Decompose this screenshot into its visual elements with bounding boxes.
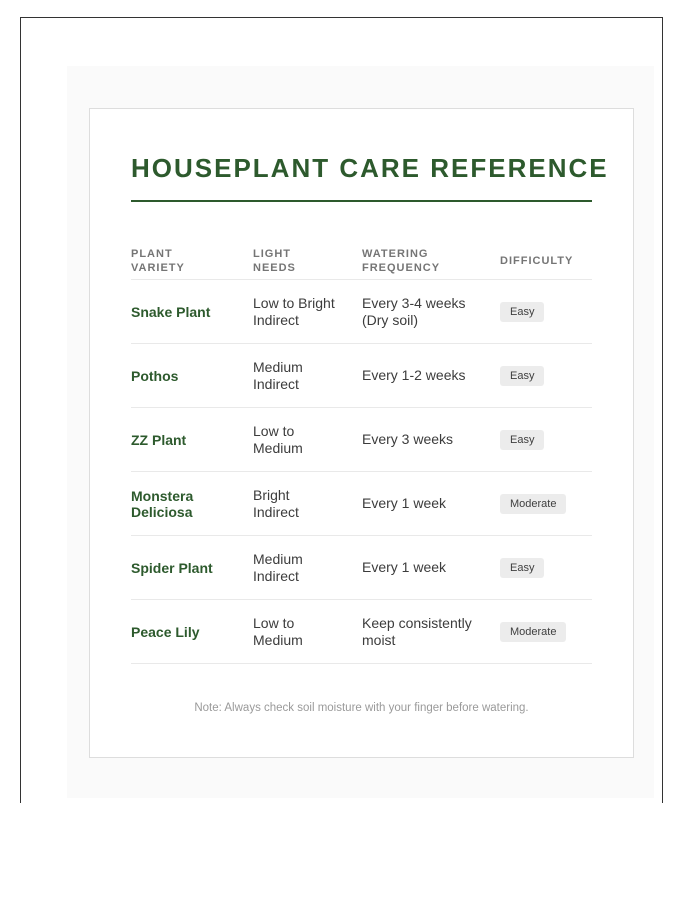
care-table [131,242,592,664]
difficulty-cell [500,366,593,386]
difficulty-badge: Moderate [500,494,566,514]
table-row [131,407,592,471]
light-needs-value: Bright Indirect [253,487,299,520]
plant-name: Peace Lily [131,623,200,640]
plant-name: Snake Plant [131,303,211,320]
reference-card [89,108,634,758]
column-header-light-needs: LIGHT NEEDS [253,247,296,274]
page-frame [20,17,663,803]
light-needs-value: Medium Indirect [253,551,303,584]
table-bottom-divider [131,663,592,664]
table-row [131,599,592,663]
difficulty-cell [500,494,593,514]
watering-frequency-value: Every 3-4 weeks (Dry soil) [362,295,466,328]
title-underline [131,200,592,202]
column-header-difficulty: DIFFICULTY [500,254,574,267]
footnote: Note: Always check soil moisture with your finger before watering. [194,702,529,714]
plant-name: Spider Plant [131,559,213,576]
difficulty-badge: Easy [500,558,544,578]
column-header-plant-variety: PLANT VARIETY [131,247,185,274]
difficulty-badge: Easy [500,366,544,386]
difficulty-cell [500,558,593,578]
difficulty-badge: Easy [500,430,544,450]
table-row [131,279,592,343]
difficulty-badge: Easy [500,302,544,322]
difficulty-cell [500,302,593,322]
table-header-row [131,242,592,279]
difficulty-badge: Moderate [500,622,566,642]
column-header-watering-frequency: WATERING FREQUENCY [362,247,441,274]
watering-frequency-value: Every 1-2 weeks [362,367,466,384]
watering-frequency-value: Every 1 week [362,495,447,512]
watering-frequency-value: Keep consistently moist [362,615,472,648]
page-title: HOUSEPLANT CARE REFERENCE [131,153,609,183]
plant-name: ZZ Plant [131,431,187,448]
table-row [131,535,592,599]
plant-name: Monstera Deliciosa [131,487,194,520]
watering-frequency-value: Every 1 week [362,559,447,576]
plant-name: Pothos [131,367,179,384]
difficulty-cell [500,430,593,450]
light-needs-value: Low to Medium [253,423,303,456]
light-needs-value: Low to Medium [253,615,303,648]
difficulty-cell [500,622,593,642]
watering-frequency-value: Every 3 weeks [362,431,454,448]
table-row [131,343,592,407]
light-needs-value: Medium Indirect [253,359,303,392]
table-row [131,471,592,535]
light-needs-value: Low to Bright Indirect [253,295,335,328]
